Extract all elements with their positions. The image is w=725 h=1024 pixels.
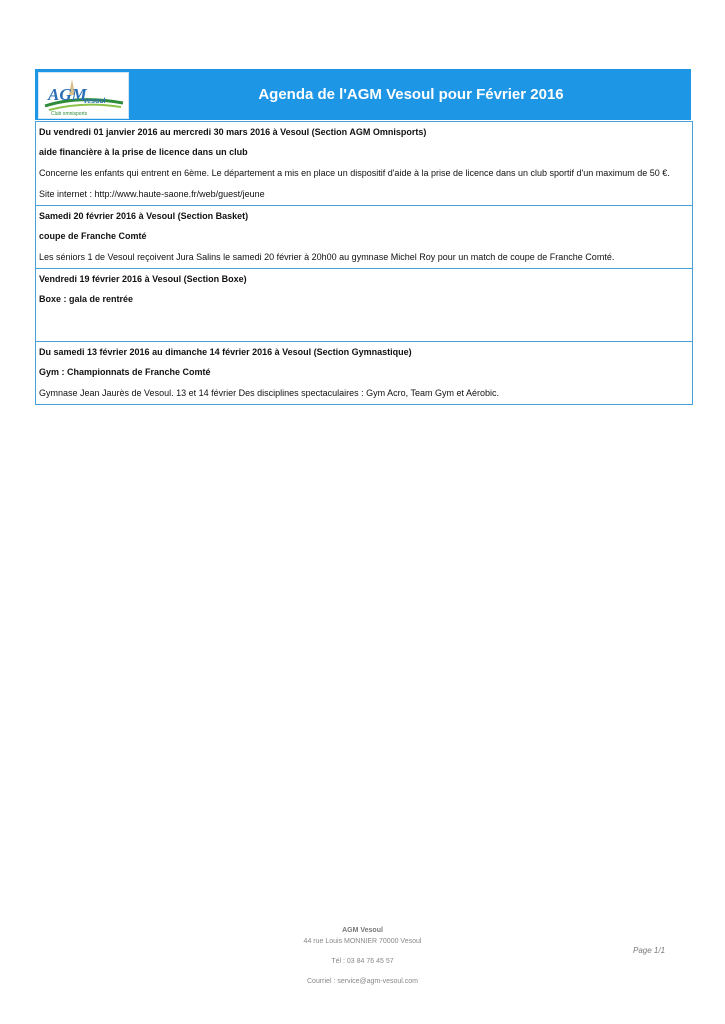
page-footer: [0, 925, 725, 987]
event-spacer: [39, 310, 692, 341]
event-description: Gymnase Jean Jaurès de Vesoul. 13 et 14 février Des disciplines spectaculaires : Gym Acro, Team Gym et Aérobic.: [39, 388, 500, 398]
footer-email[interactable]: Courriel : service@agm-vesoul.com: [307, 978, 418, 985]
event-description: Concerne les enfants qui entrent en 6ème. Le département a mis en place un dispositif d'aide à la prise de licence dans un club sportif d'un maximum de 50 €.: [39, 168, 670, 178]
page-number: Page 1/1: [633, 946, 666, 955]
event-heading: Du samedi 13 février 2016 au dimanche 14 février 2016 à Vesoul (Section Gymnastique): [39, 347, 412, 357]
event-website: Site internet : http://www.haute-saone.fr/web/guest/jeune: [39, 189, 265, 199]
event-heading: Vendredi 19 février 2016 à Vesoul (Section Boxe): [39, 274, 247, 284]
event-description: Les séniors 1 de Vesoul reçoivent Jura Salins le samedi 20 février à 20h00 au gymnase Michel Roy pour un match de coupe de Franche Comté.: [39, 252, 615, 262]
footer-phone: Tél : 03 84 76 45 57: [331, 958, 394, 965]
agenda-event: [36, 268, 692, 341]
event-heading: Du vendredi 01 janvier 2016 au mercredi 30 mars 2016 à Vesoul (Section AGM Omnisports): [39, 127, 427, 137]
event-title: Gym : Championnats de Franche Comté: [39, 367, 211, 377]
event-heading: Samedi 20 février 2016 à Vesoul (Section Basket): [39, 211, 249, 221]
page-title: Agenda de l'AGM Vesoul pour Février 2016: [258, 86, 564, 103]
agenda-event: [36, 205, 692, 268]
agm-vesoul-logo: [38, 72, 129, 119]
footer-address: 44 rue Louis MONNIER 70000 Vesoul: [303, 938, 422, 945]
agenda-event: [36, 341, 692, 404]
svg-text:Vesoul: Vesoul: [83, 98, 106, 105]
footer-org: AGM Vesoul: [342, 927, 383, 934]
agenda-header: [35, 69, 691, 120]
agm-vesoul-logo-icon: [39, 73, 128, 118]
svg-text:AGM: AGM: [48, 85, 87, 104]
event-title: aide financière à la prise de licence dans un club: [39, 147, 248, 157]
event-title: coupe de Franche Comté: [39, 231, 147, 241]
event-title: Boxe : gala de rentrée: [39, 294, 134, 304]
svg-text:Club omnisports: Club omnisports: [51, 111, 88, 117]
agenda-list: [35, 121, 693, 405]
agenda-event: [36, 121, 692, 205]
